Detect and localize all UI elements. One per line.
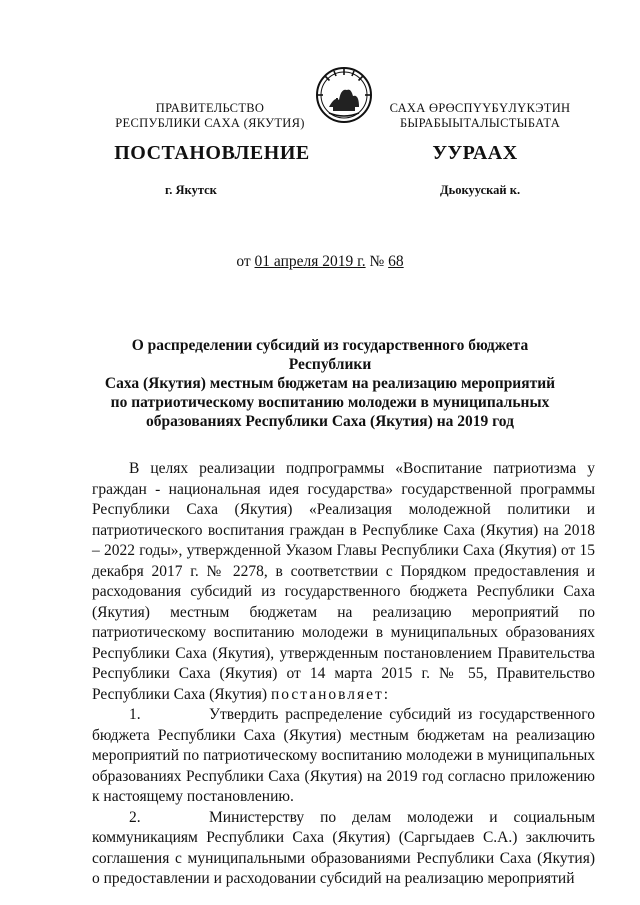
item-2-paragraph — [92, 808, 595, 890]
document-body — [92, 459, 595, 890]
issuer-sah — [370, 101, 590, 131]
document-subject — [95, 336, 565, 431]
resolves-word: постановляет: — [270, 685, 391, 703]
item-1-number: 1. — [129, 706, 141, 723]
number-prefix: № — [365, 253, 389, 270]
city-sah: Дьокуускай к. — [440, 183, 521, 197]
document-type-sah: УУРААХ — [432, 142, 518, 164]
preamble-text: В целях реализации подпрограммы «Воспитание патриотизма у граждан - национальная идея государства» государственной программы Республики Саха (Якутия) «Реализация молодежной политики и патриотического воспитания граждан в Республике Саха (Якутия) на 2018 – 2022 годы», утвержденной Указом Главы Республики Саха (Якутия) от 15 декабря 2017 г. № 2278, в соответствии с Порядком предоставления и расходования субсидий из государственного бюджета Республики Саха (Якутия) местным бюджетам на реализацию мероприятий по патриотическому воспитанию молодежи в муниципальных образованиях Республики Саха (Якутия), утвержденным постановлением Правительства Республики Саха (Якутия) от 14 марта 2015 г. № 55, Правительство Республики Саха (Якутия) — [92, 460, 595, 703]
date-number-line — [0, 253, 640, 271]
issuer-sah-line1: САХА ӨРӨСПҮҮБҮЛҮКЭТИН — [389, 101, 571, 115]
subject-line: Саха (Якутия) местным бюджетам на реализацию мероприятий — [104, 375, 556, 392]
issuer-ru-line2: РЕСПУБЛИКИ САХА (ЯКУТИЯ) — [115, 116, 305, 130]
item-2-number: 2. — [129, 808, 141, 826]
item-1-paragraph — [92, 705, 595, 808]
preamble-paragraph — [92, 459, 595, 705]
subject-line: по патриотическому воспитанию молодежи в муниципальных — [110, 394, 550, 411]
city-ru: г. Якутск — [165, 183, 217, 197]
document-date: 01 апреля 2019 г. — [254, 253, 366, 270]
subject-line: О распределении субсидий из государственного бюджета Республики — [131, 337, 529, 373]
sakha-coat-of-arms-icon — [315, 66, 373, 124]
issuer-ru — [105, 101, 315, 131]
item-2-text: Министерству по делам молодежи и социальным коммуникациям Республики Саха (Якутия) (Саргыдаев С.А.) заключить соглашения с муниципальными образованиями Республики Саха (Якутия) о предоставлении и расходовании субсидий на реализацию мероприятий — [92, 808, 595, 887]
document-number: 68 — [388, 253, 404, 270]
document-type-ru: ПОСТАНОВЛЕНИЕ — [114, 142, 310, 164]
subject-line: образованиях Республики Саха (Якутия) на 2019 год — [146, 413, 514, 430]
issuer-sah-line2: БЫРАБЫЫТАЛЫСТЫБАТА — [399, 116, 561, 130]
item-1-text: Утвердить распределение субсидий из государственного бюджета Республики Саха (Якутия) местным бюджетам на реализацию мероприятий по патриотическому воспитанию молодежи в муниципальных образованиях Республики Саха (Якутия) на 2019 год согласно приложению к настоящему постановлению. — [92, 706, 595, 805]
issuer-ru-line1: ПРАВИТЕЛЬСТВО — [155, 101, 265, 115]
date-prefix: от — [236, 253, 255, 270]
